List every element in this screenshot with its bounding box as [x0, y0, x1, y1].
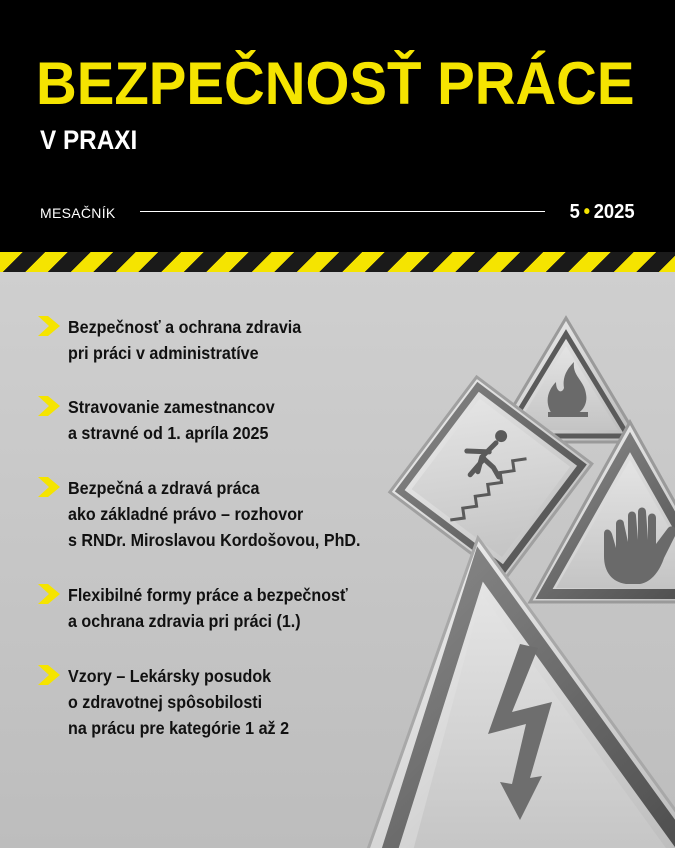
- article-line: Flexibilné formy práce a bezpečnosť: [68, 585, 348, 605]
- article-line: Bezpečnosť a ochrana zdravia: [68, 317, 302, 337]
- article-title: [68, 582, 348, 634]
- issue-info: [570, 199, 635, 225]
- hazard-stripe: [0, 252, 675, 272]
- article-title: [68, 475, 361, 553]
- issue-year: 2025: [594, 201, 635, 223]
- frequency-label: MESAČNÍK: [40, 205, 116, 221]
- divider-line: [140, 211, 545, 212]
- article-list: [0, 272, 675, 848]
- issue-separator: •: [583, 201, 591, 223]
- article-title: [68, 663, 289, 741]
- cover-body: [0, 272, 675, 848]
- list-item[interactable]: [38, 314, 398, 366]
- article-line: Bezpečná a zdravá práca: [68, 478, 260, 498]
- article-line: o zdravotnej spôsobilosti: [68, 692, 263, 712]
- article-line: a stravné od 1. apríla 2025: [68, 423, 269, 443]
- chevron-right-icon: [38, 316, 60, 336]
- chevron-right-icon: [38, 477, 60, 497]
- list-item[interactable]: [38, 663, 398, 741]
- magazine-title: BEZPEČNOSŤ PRÁCE: [36, 50, 635, 117]
- chevron-right-icon: [38, 584, 60, 604]
- chevron-right-icon: [38, 665, 60, 685]
- list-item[interactable]: [38, 394, 398, 446]
- article-line: s RNDr. Miroslavou Kordošovou, PhD.: [68, 530, 361, 550]
- article-line: Stravovanie zamestnancov: [68, 397, 275, 417]
- issue-number: 5: [570, 201, 581, 223]
- chevron-right-icon: [38, 396, 60, 416]
- magazine-subtitle: V PRAXI: [40, 125, 138, 155]
- article-line: ako základné právo – rozhovor: [68, 504, 304, 524]
- article-title: [68, 314, 301, 366]
- article-line: Vzory – Lekársky posudok: [68, 666, 272, 686]
- article-line: a ochrana zdravia pri práci (1.): [68, 611, 301, 631]
- article-line: na prácu pre kategórie 1 až 2: [68, 718, 290, 738]
- article-title: [68, 394, 275, 446]
- list-item[interactable]: [38, 475, 398, 553]
- list-item[interactable]: [38, 582, 398, 634]
- article-line: pri práci v administratíve: [68, 343, 259, 363]
- masthead: [0, 0, 675, 252]
